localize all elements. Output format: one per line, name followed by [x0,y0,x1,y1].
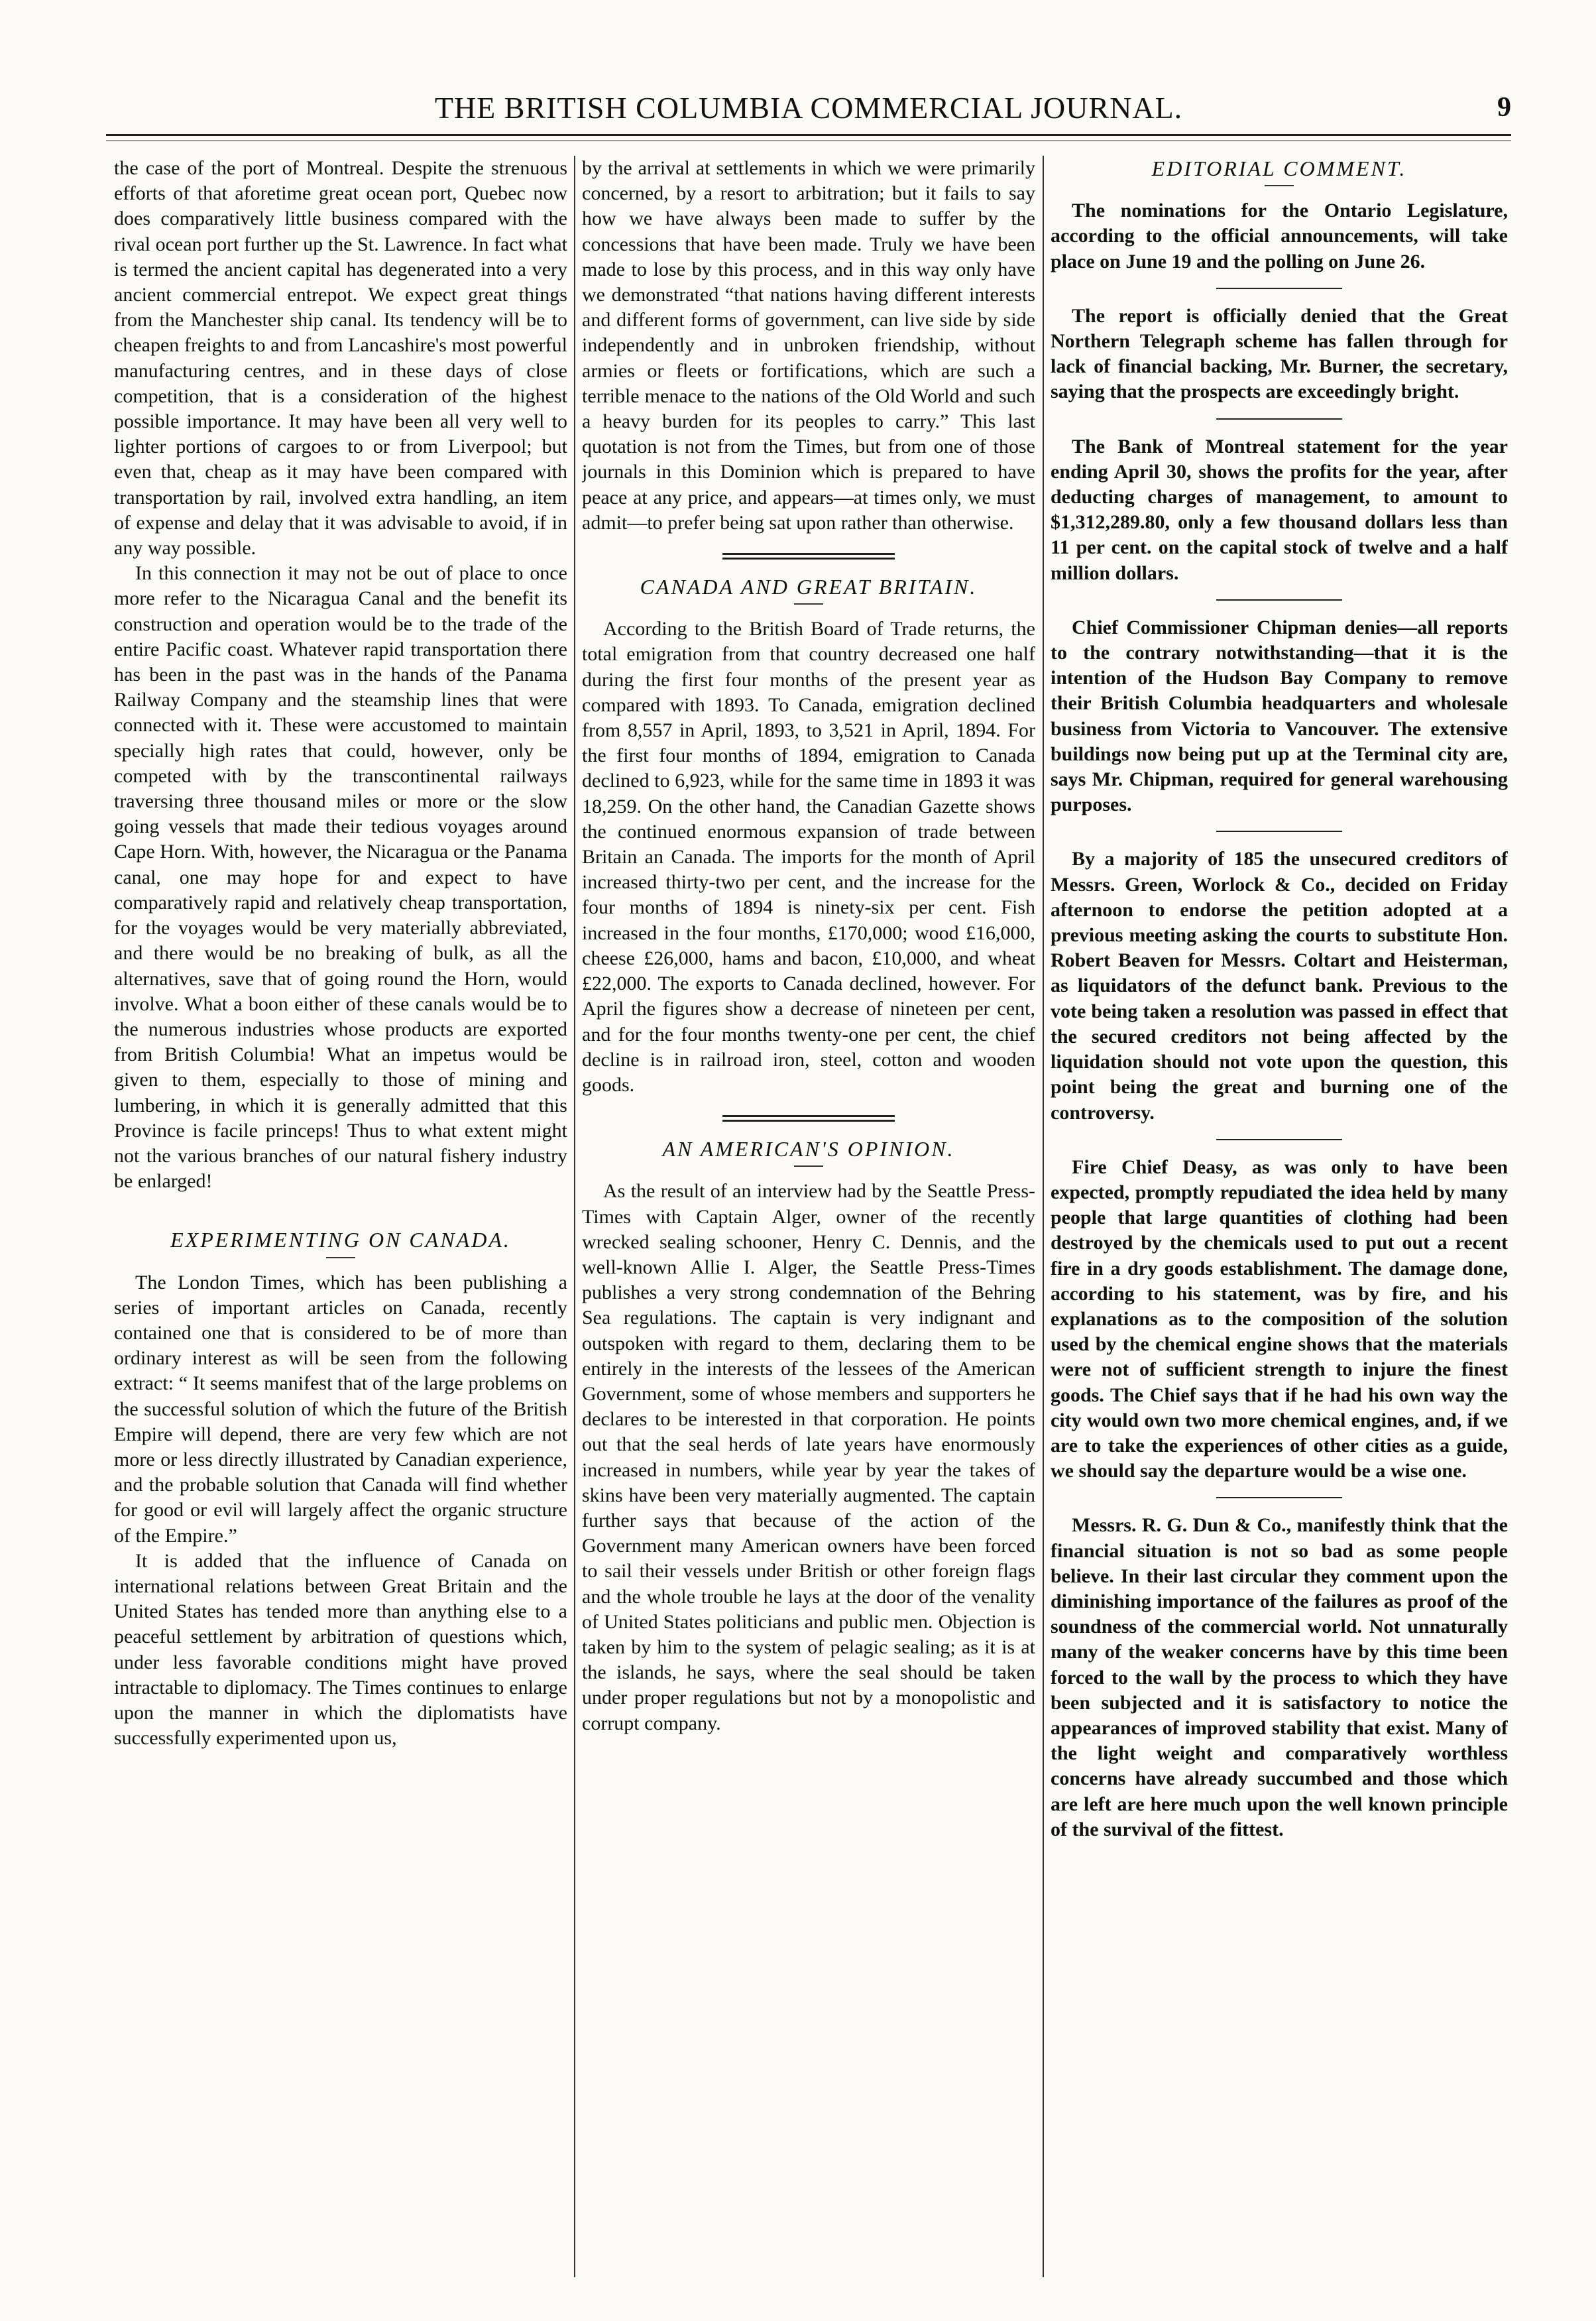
item-separator [1216,288,1342,289]
item-separator [1216,599,1342,601]
column-1 [114,156,567,2277]
heading-dash [326,1257,355,1258]
header-rule [106,134,1511,136]
heading-dash [794,1165,823,1167]
editorial-item: Chief Commissioner Chipman denies—all reports to the contrary notwithstanding—that it is the intention of the Hudson Bay Company to remove their British Columbia headquarters and wholesale business from Victoria to Vancouver. The extensive buildings now being put up at the Terminal city are, says Mr. Chipman, required for general warehousing purposes. [1051,616,1508,816]
editorial-item: The report is officially denied that the Great Northern Telegraph scheme has fallen through for lack of financial backing, Mr. Burner, the secretary, saying that the prospects are exceedingly bright. [1051,304,1508,403]
article-paragraph: It is added that the influence of Canada on international relations between Great Britain and the United States has tended more than anything else to a peaceful settlement by arbitration of questions which, under less favorable conditions might have proved intractable to diplomacy. The Times continues to enlarge upon the manner in which the diplomatists have successfully experimented upon us, [114,1549,567,1750]
editorial-item: Messrs. R. G. Dun & Co., manifestly think that the financial situation is not so bad as some people believe. In their last circular they comment upon the diminishing importance of the failures as proof of the soundness of the commercial world. Not unnaturally many of the weaker concerns have by this time been forced to the wall by the process to which they have been subjected and it is satisfactory to notice the appearances of improved stability that exist. Many of the light weight and comparatively worthless concerns have already succumbed and those which are left are here much upon the well known principle of the survival of the fittest. [1051,1514,1508,1840]
column-2 [582,156,1035,2277]
section-heading-editorial: EDITORIAL COMMENT. [1151,156,1407,180]
double-rule [722,553,895,560]
editorial-item: The Bank of Montreal statement for the year ending April 30, shows the profits for the year, after deducting charges of management, to amount to $1,312,289.80, only a few thousand dollars less than 11 per cent. on the capital stock of twelve and a half million dollars. [1051,435,1508,584]
article-paragraph: In this connection it may not be out of place to once more refer to the Nicaragua Canal and the benefit its construction and operation would be to the trade of the entire Pacific coast. Whatever rapid transportation there has been in the past was in the hands of the Panama Railway Company and the steamship lines that were connected with it. These were accustomed to maintain specially high rates that could, however, only be competed with by the transcontinental railways traversing three thousand miles or more or the slow going vessels that made their tedious voyages around Cape Horn. With, however, the Nicaragua or the Panama canal, one may hope for and expect to have comparatively rapid and relatively cheap transportation, for the voyages would be very materially abbreviated, and there would be no breaking of bulk, as all the alternatives, save that of going round the Horn, would involve. What a boon either of these canals would be to the numerous industries whose products are exported from British Columbia! What an impetus would be given to them, especially to those of mining and lumbering, in which it is generally admitted that this Province is facile princeps! Thus to what extent might not the various branches of our natural fishery industry be enlarged! [114,562,567,1193]
article-paragraph: by the arrival at settlements in which we were primarily concerned, by a resort to arbitration; but it fails to say how we have always been made to suffer by the concessions that have been made. Truly we have been made to lose by this process, and in this way only have we demonstrated “that nations having different interests and different forms of government, can live side by side independently and in unbroken friendship, without armies or fleets or fortifications, which are such a terrible menace to the nations of the Old World and such a heavy burden for its peoples to carry.” This last quotation is not from the Times, but from one of those journals in this Dominion which is prepared to have peace at any price, and appears—at times only, we must admit—to prefer being sat upon rather than otherwise. [582,157,1035,534]
item-separator [1216,1497,1342,1498]
section-heading-american-opinion: AN AMERICAN'S OPINION. [662,1137,955,1161]
column-divider-1 [574,156,575,2277]
article-paragraph: As the result of an interview had by the Seattle Press-Times with Captain Alger, owner of the recently wrecked sealing schooner, Henry C. Dennis, and the well-known Allie I. Alger, the Seattle Press-Times publishes a very strong condemnation of the Behring Sea regulations. The captain is very indignant and outspoken with regard to them, declaring them to be entirely in the interests of the lessees of the American Government, some of whose members and supporters he declares to be interested in that corporation. He points out that the seal herds of late years have enormously increased in numbers, while year by year the takes of skins have been very materially augmented. The captain further says that because of the action of the Government many American owners have been forced to sail their vessels under British or other foreign flags and the whole trouble he lays at the door of the venality of United States politicians and public men. Objection is taken by him to the system of pelagic sealing; as it is at the islands, he says, where the seal should be taken under proper regulations but not by a monopolistic and corrupt company. [582,1180,1035,1734]
article-paragraph: According to the British Board of Trade returns, the total emigration from that country decreased one half during the first four months of the present year as compared with 1893. To Canada, emigration declined from 8,557 in April, 1893, to 3,521 in April, 1894. For the first four months of 1894, emigration to Canada declined to 6,923, while for the same time in 1893 it was 18,259. On the other hand, the Canadian Gazette shows the continued enormous expansion of trade between Britain an Canada. The imports for the month of April increased thirty-two per cent, and the increase for the four months of 1894 is ninety-six per cent. Fish increased in the four months, £170,000; wood £16,000, cheese £26,000, hams and bacon, £10,000, and wheat £22,000. The exports to Canada declined, however. For April the figures show a decrease of nineteen per cent, and for the four months twenty-one per cent, the chief decline is in railroad iron, steel, cotton and wooden goods. [582,618,1035,1096]
heading-dash [1265,185,1294,186]
editorial-item: The nominations for the Ontario Legislature, according to the official announcements, will take place on June 19 and the polling on June 26. [1051,200,1508,272]
item-separator [1216,1139,1342,1140]
journal-title: THE BRITISH COLUMBIA COMMERCIAL JOURNAL. [434,91,1183,125]
item-separator [1216,418,1342,420]
double-rule [722,1115,895,1122]
column-3 [1051,156,1508,2277]
column-divider-2 [1043,156,1044,2277]
section-heading-experimenting: EXPERIMENTING ON CANADA. [170,1228,511,1252]
editorial-item: By a majority of 185 the unsecured creditors of Messrs. Green, Worlock & Co., decided on Friday afternoon to endorse the petition adopted at a previous meeting asking the courts to substitute Hon. Robert Beaven for Messrs. Coltart and Heisterman, as liquidators of the defunct bank. Previous to the vote being taken a resolution was passed in effect that the secured creditors not being affected by the liquidation should not vote upon the question, this point being the great and burning one of the controversy. [1051,848,1508,1124]
masthead [106,90,1511,130]
section-heading-canada-britain: CANADA AND GREAT BRITAIN. [640,575,978,599]
page-number: 9 [1497,92,1511,123]
item-separator [1216,831,1342,832]
article-paragraph: The London Times, which has been publishing a series of important articles on Canada, recently contained one that is considered to be of more than ordinary interest as will be seen from the following extract: “ It seems manifest that of the large problems on the successful solution of which the future of the British Empire will depend, there are very few which are not more or less directly illustrated by Canadian experience, and the probable solution that Canada will find whether for good or evil will largely affect the organic structure of the Empire.” [114,1271,567,1547]
article-paragraph: the case of the port of Montreal. Despite the strenuous efforts of that aforetime great ocean port, Quebec now does comparatively little business compared with the rival ocean port further up the St. Lawrence. In fact what is termed the ancient capital has degenerated into a very ancient commercial entrepot. We expect great things from the Manchester ship canal. Its tendency will be to cheapen freights to and from Lancashire's most powerful manufacturing centres, and in these days of close competition, that is a consideration of the highest possible importance. It may have been all very well to lighter portions of cargoes to or from Liverpool; but even that, cheap as it may have been compared with transportation by rail, involved extra handling, an item of expense and delay that it was advisable to avoid, if in any way possible. [114,157,567,560]
editorial-item: Fire Chief Deasy, as was only to have been expected, promptly repudiated the idea held by many people that large quantities of clothing had been destroyed by the chemicals used to put out a recent fire in a dry goods establishment. The damage done, according to his statement, was by fire, and his explanations as to the composition of the solution used by the chemical engine shows that the materials were not of sufficient strength to injure the finest goods. The Chief says that if he had his own way the city would own two more chemical engines, and, if we are to take the experiences of other cities as a guide, we should say the departure would be a wise one. [1051,1156,1508,1482]
heading-dash [794,603,823,605]
